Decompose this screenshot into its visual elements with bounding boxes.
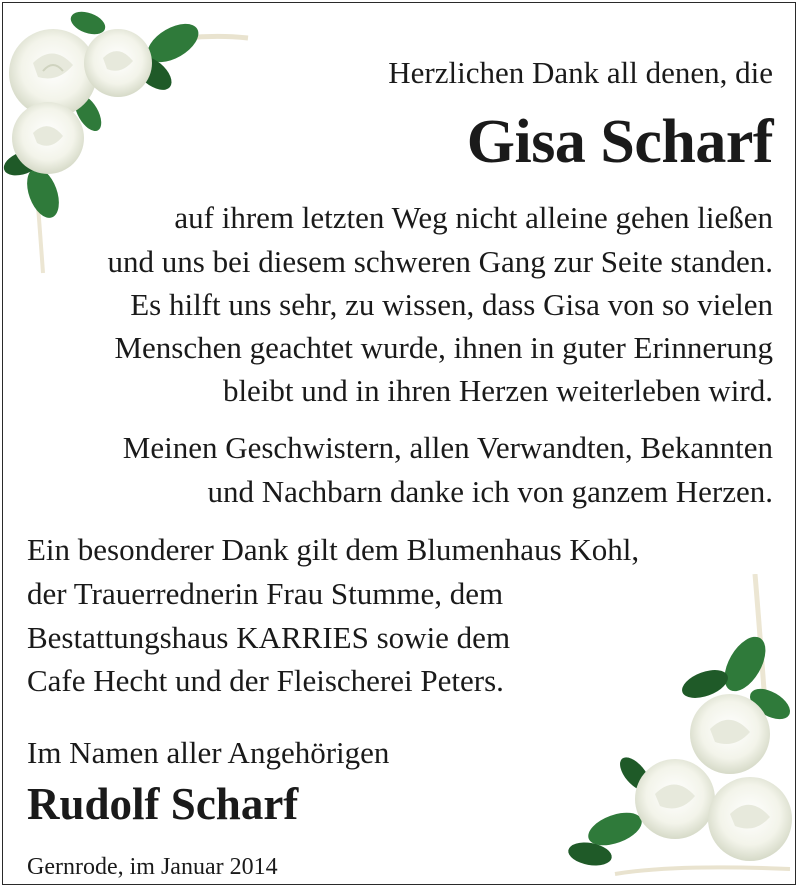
signatory-name: Rudolf Scharf — [27, 779, 299, 829]
place-date: Gernrode, im Januar 2014 — [27, 854, 278, 880]
paragraph3-line-2: der Trauerrednerin Frau Stumme, dem — [27, 576, 504, 611]
white-roses-bottom-right-icon — [555, 574, 795, 884]
on-behalf-line: Im Namen aller Angehörigen — [27, 735, 390, 770]
white-roses-top-left-icon — [3, 3, 253, 283]
paragraph1-line-2: und uns bei diesem schweren Gang zur Seite standen. — [107, 244, 773, 279]
paragraph3-line-4: Cafe Hecht und der Fleischerei Peters. — [27, 663, 504, 698]
paragraph1-line-5: bleibt und in ihren Herzen weiterleben wird. — [222, 373, 773, 408]
paragraph2-line-1: Meinen Geschwistern, allen Verwandten, Bekannten — [122, 430, 773, 465]
thank-you-notice — [2, 2, 796, 885]
paragraph2-line-2: und Nachbarn danke ich von ganzem Herzen. — [207, 474, 773, 509]
intro-line: Herzlichen Dank all denen, die — [388, 55, 773, 90]
deceased-name: Gisa Scharf — [466, 108, 773, 176]
paragraph1-line-3: Es hilft uns sehr, zu wissen, dass Gisa von so vielen — [130, 287, 773, 322]
paragraph1-line-1: auf ihrem letzten Weg nicht alleine gehen ließen — [174, 200, 773, 235]
paragraph3-line-1: Ein besonderer Dank gilt dem Blumenhaus Kohl, — [27, 532, 640, 567]
paragraph3-line-3: Bestattungshaus KARRIES sowie dem — [27, 620, 511, 655]
paragraph1-line-4: Menschen geachtet wurde, ihnen in guter Erinnerung — [114, 330, 773, 365]
